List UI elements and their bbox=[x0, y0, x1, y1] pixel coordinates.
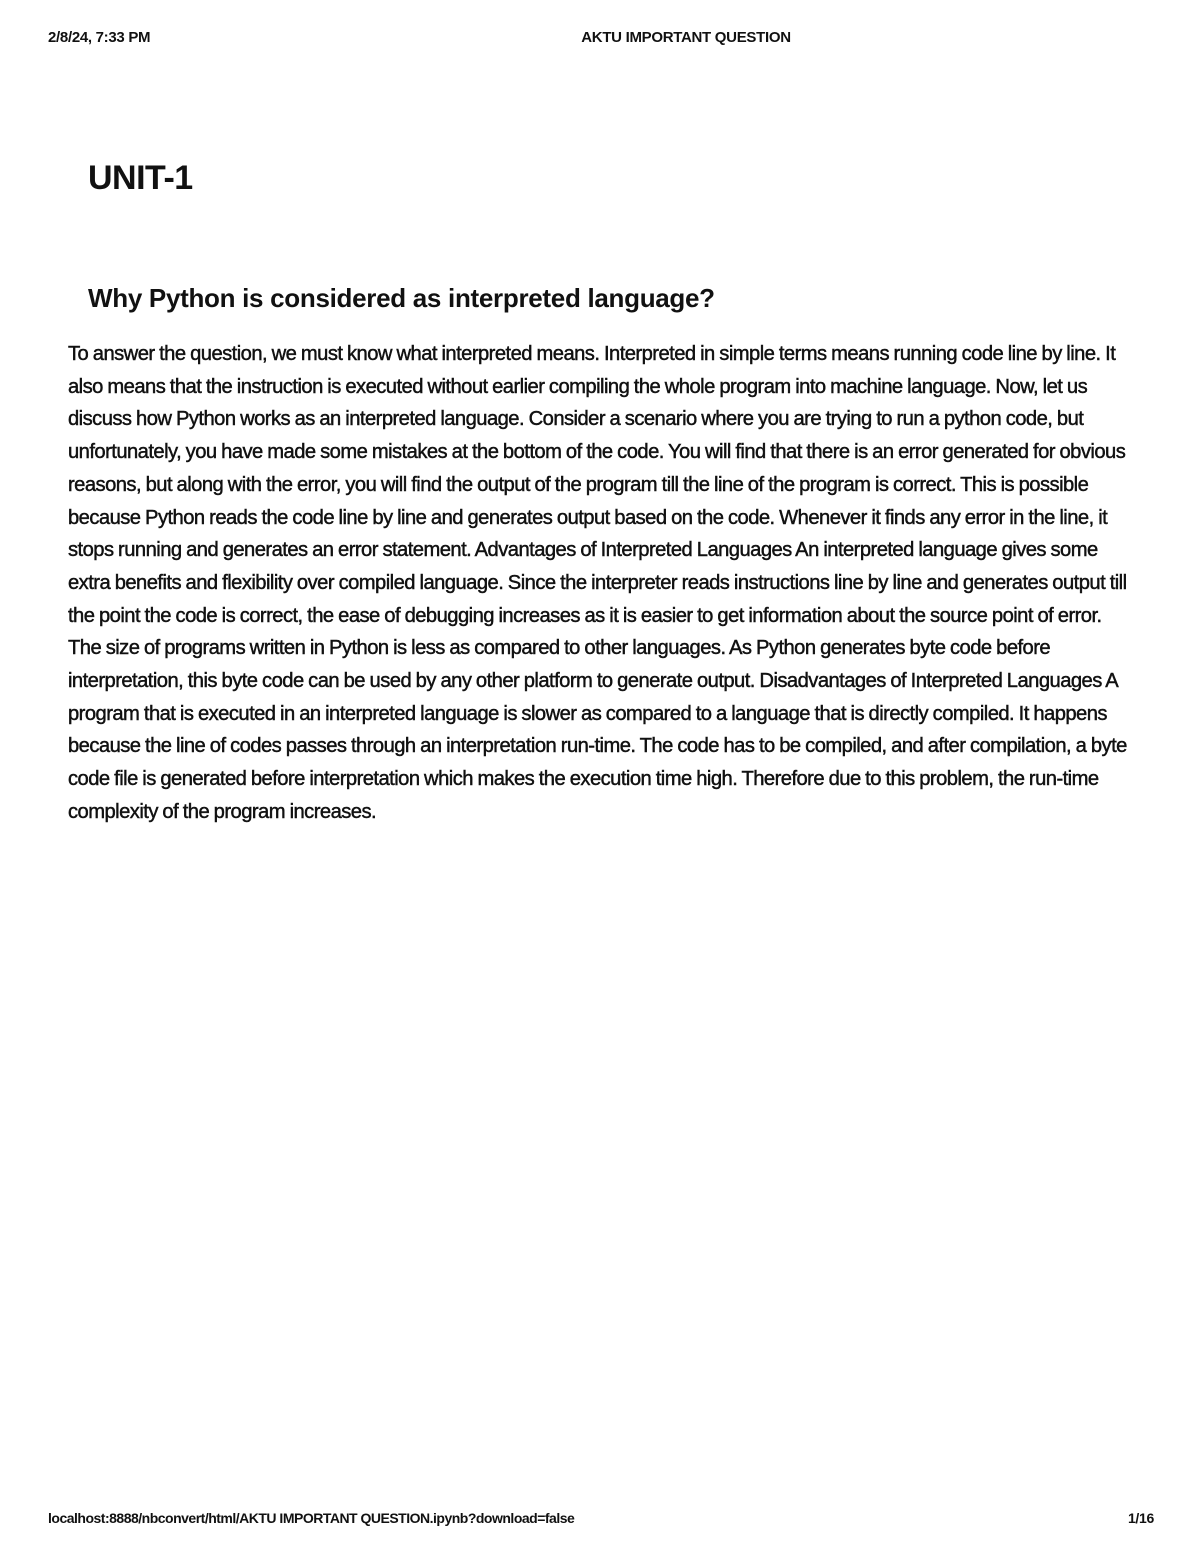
print-datetime: 2/8/24, 7:33 PM bbox=[48, 29, 151, 46]
print-footer-url: localhost:8888/nbconvert/html/AKTU IMPORTANT QUESTION.ipynb?download=false bbox=[48, 1510, 575, 1526]
unit-title: UNIT-1 bbox=[88, 159, 193, 197]
question-heading: Why Python is considered as interpreted language? bbox=[88, 283, 715, 313]
print-document-title: AKTU IMPORTANT QUESTION bbox=[581, 29, 791, 46]
page-indicator: 1/16 bbox=[1127, 1510, 1154, 1526]
answer-paragraph: To answer the question, we must know what interpreted means. Interpreted in simple terms means running code line by line. It also means that the instruction is executed without earlier compiling the whole program into machine language. Now, let us discuss how Python works as an interpreted language. Consider a scenario where you are trying to run a python code, but unfortunately, you have made some mistakes at the bottom of the code. You will find that there is an error generated for obvious reasons, but along with the error, you will find the output of the program till the line of the program is correct. This is possible because Python reads the code line by line and generates output based on the code. Whenever it finds any error in the line, it stops running and generates an error statement. Advantages of Interpreted Languages An interpreted language gives some extra benefits and flexibility over compiled language. Since the interpreter reads instructions line by line and generates output till the point the code is correct, the ease of debugging increases as it is easier to get information about the source point of error. The size of programs written in Python is less as compared to other languages. As Python generates byte code before interpretation, this byte code can be used by any other platform to generate output. Disadvantages of Interpreted Languages A program that is executed in an interpreted language is slower as compared to a language that is directly compiled. It happens because the line of codes passes through an interpretation run-time. The code has to be compiled, and after compilation, a byte code file is generated before interpretation which makes the execution time high. Therefore due to this problem, the run-time complexity of the program increases. bbox=[68, 343, 1127, 823]
